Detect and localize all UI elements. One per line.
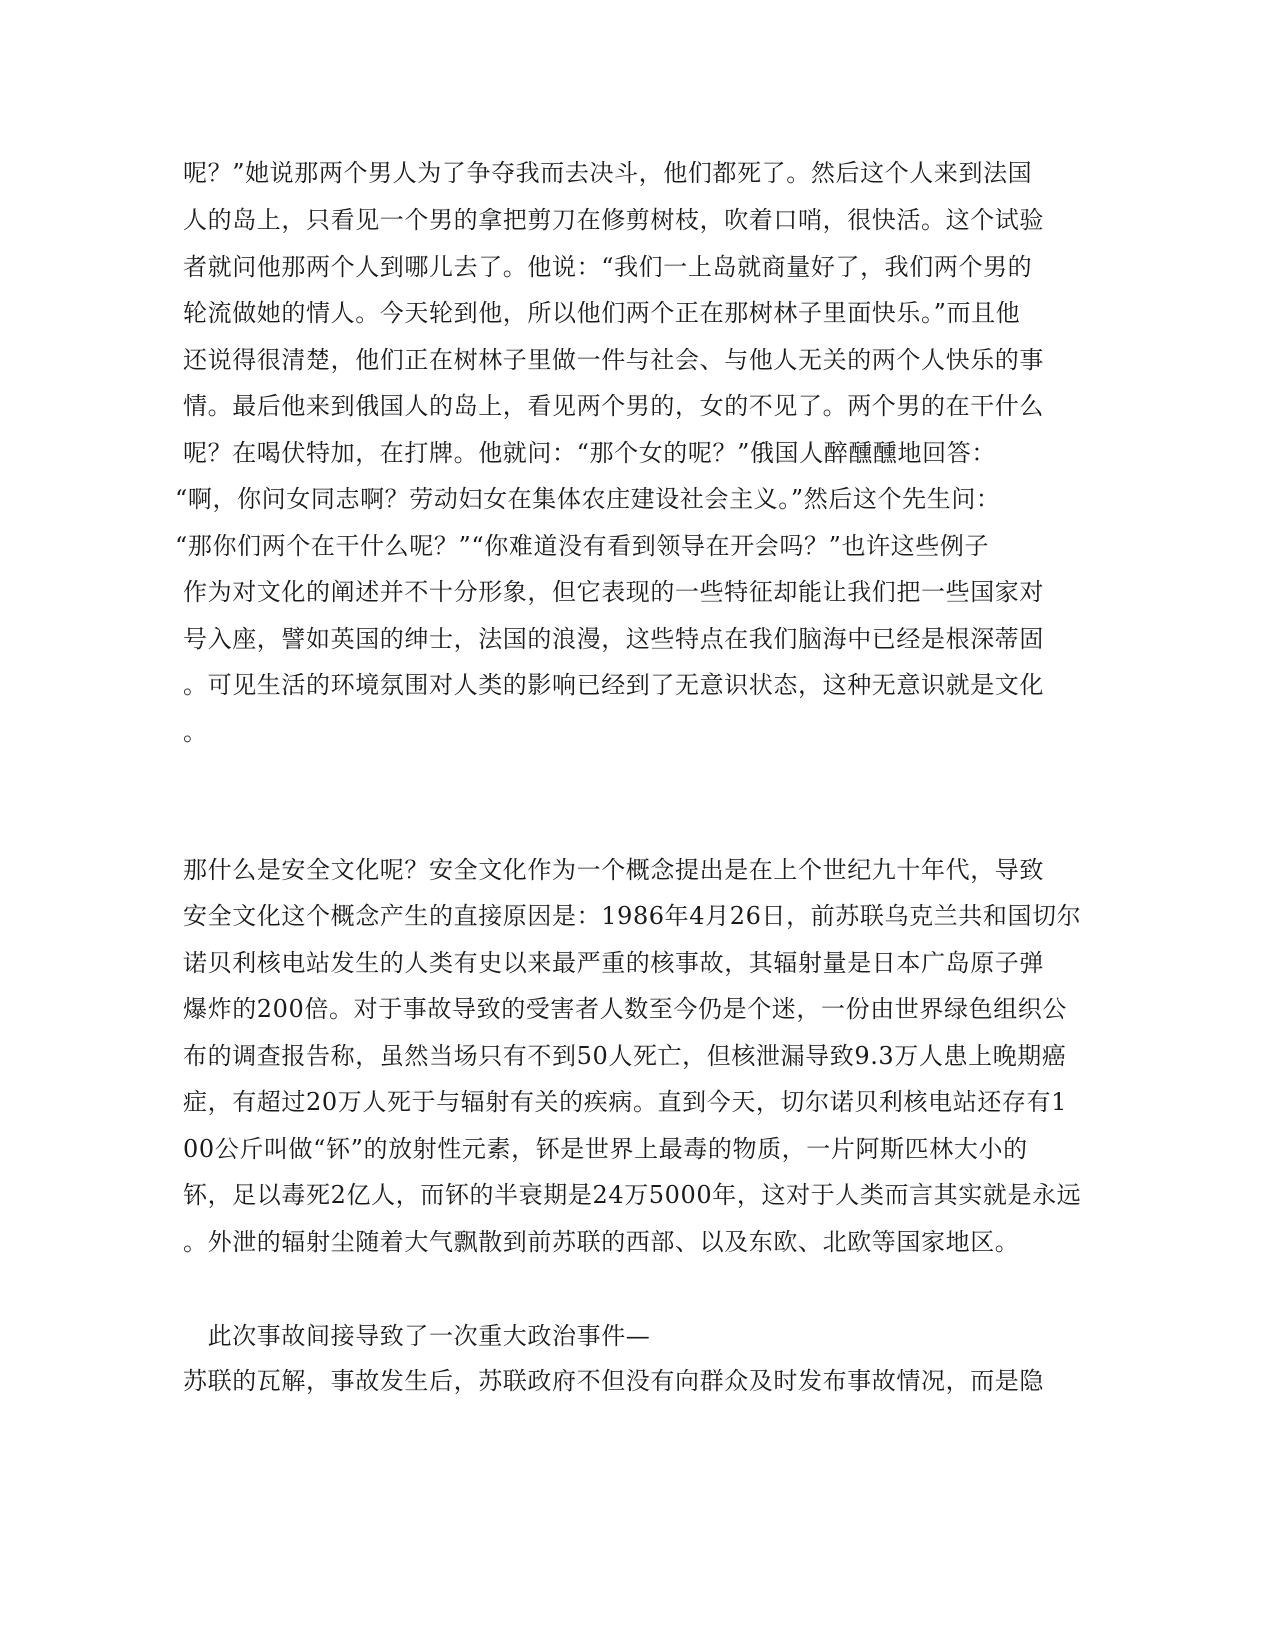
text-line: 。 — [183, 718, 208, 746]
text-line: 钚，足以毒死2亿人，而钚的半衰期是24万5000年，这对于人类而言其实就是永远 — [183, 1181, 1082, 1209]
text-line: 00公斤叫做“钚”的放射性元素，钚是世界上最毒的物质，一片阿斯匹林大小的 — [183, 1135, 1028, 1163]
text-line: 还说得很清楚，他们正在树林子里做一件与社会、与他人无关的两个人快乐的事 — [183, 346, 1044, 374]
text-line: 布的调查报告称，虽然当场只有不到50人死亡，但核泄漏导致9.3万人患上晚期癌 — [183, 1042, 1067, 1070]
text-line: 轮流做她的情人。今天轮到他，所以他们两个正在那树林子里面快乐。”而且他 — [183, 299, 1021, 327]
text-line: 人的岛上，只看见一个男的拿把剪刀在修剪树枝，吹着口哨，很快活。这个试验 — [183, 206, 1044, 234]
text-line: 者就问他那两个人到哪儿去了。他说：“我们一上岛就商量好了，我们两个男的 — [183, 253, 1033, 281]
text-line: “啊，你问女同志啊？劳动妇女在集体农庄建设社会主义。”然后这个先生问： — [175, 485, 1001, 513]
text-line: 作为对文化的阐述并不十分形象，但它表现的一些特征却能让我们把一些国家对 — [183, 578, 1044, 606]
text-line: 苏联的瓦解，事故发生后，苏联政府不但没有向群众及时发布事故情况，而是隐 — [183, 1367, 1044, 1395]
text-line: 情。最后他来到俄国人的岛上，看见两个男的，女的不见了。两个男的在干什么 — [183, 392, 1044, 420]
text-line: 诺贝利核电站发生的人类有史以来最严重的核事故，其辐射量是日本广岛原子弹 — [183, 949, 1044, 977]
text-line: 症，有超过20万人死于与辐射有关的疾病。直到今天，切尔诺贝利核电站还存有1 — [183, 1088, 1068, 1116]
text-line: 。可见生活的环境氛围对人类的影响已经到了无意识状态，这种无意识就是文化 — [183, 671, 1044, 699]
text-line: 那什么是安全文化呢？安全文化作为一个概念提出是在上个世纪九十年代，导致 — [183, 856, 1044, 884]
text-line: 爆炸的200倍。对于事故导致的受害者人数至今仍是个迷，一份由世界绿色组织公 — [183, 995, 1068, 1023]
text-line: 此次事故间接导致了一次重大政治事件— — [183, 1322, 651, 1350]
text-line: 号入座，譬如英国的绅士，法国的浪漫，这些特点在我们脑海中已经是根深蒂固 — [183, 625, 1044, 653]
text-line: 安全文化这个概念产生的直接原因是：1986年4月26日，前苏联乌克兰共和国切尔 — [183, 902, 1082, 930]
text-line: “那你们两个在干什么呢？”“你难道没有看到领导在开会吗？”也许这些例子 — [175, 532, 990, 560]
text-line: 呢？在喝伏特加，在打牌。他就问：“那个女的呢？”俄国人醉醺醺地回答： — [183, 439, 996, 467]
text-line: 呢？”她说那两个男人为了争夺我而去决斗，他们都死了。然后这个人来到法国 — [183, 159, 1033, 187]
text-line: 。外泄的辐射尘随着大气飘散到前苏联的西部、以及东欧、北欧等国家地区。 — [183, 1228, 1020, 1256]
